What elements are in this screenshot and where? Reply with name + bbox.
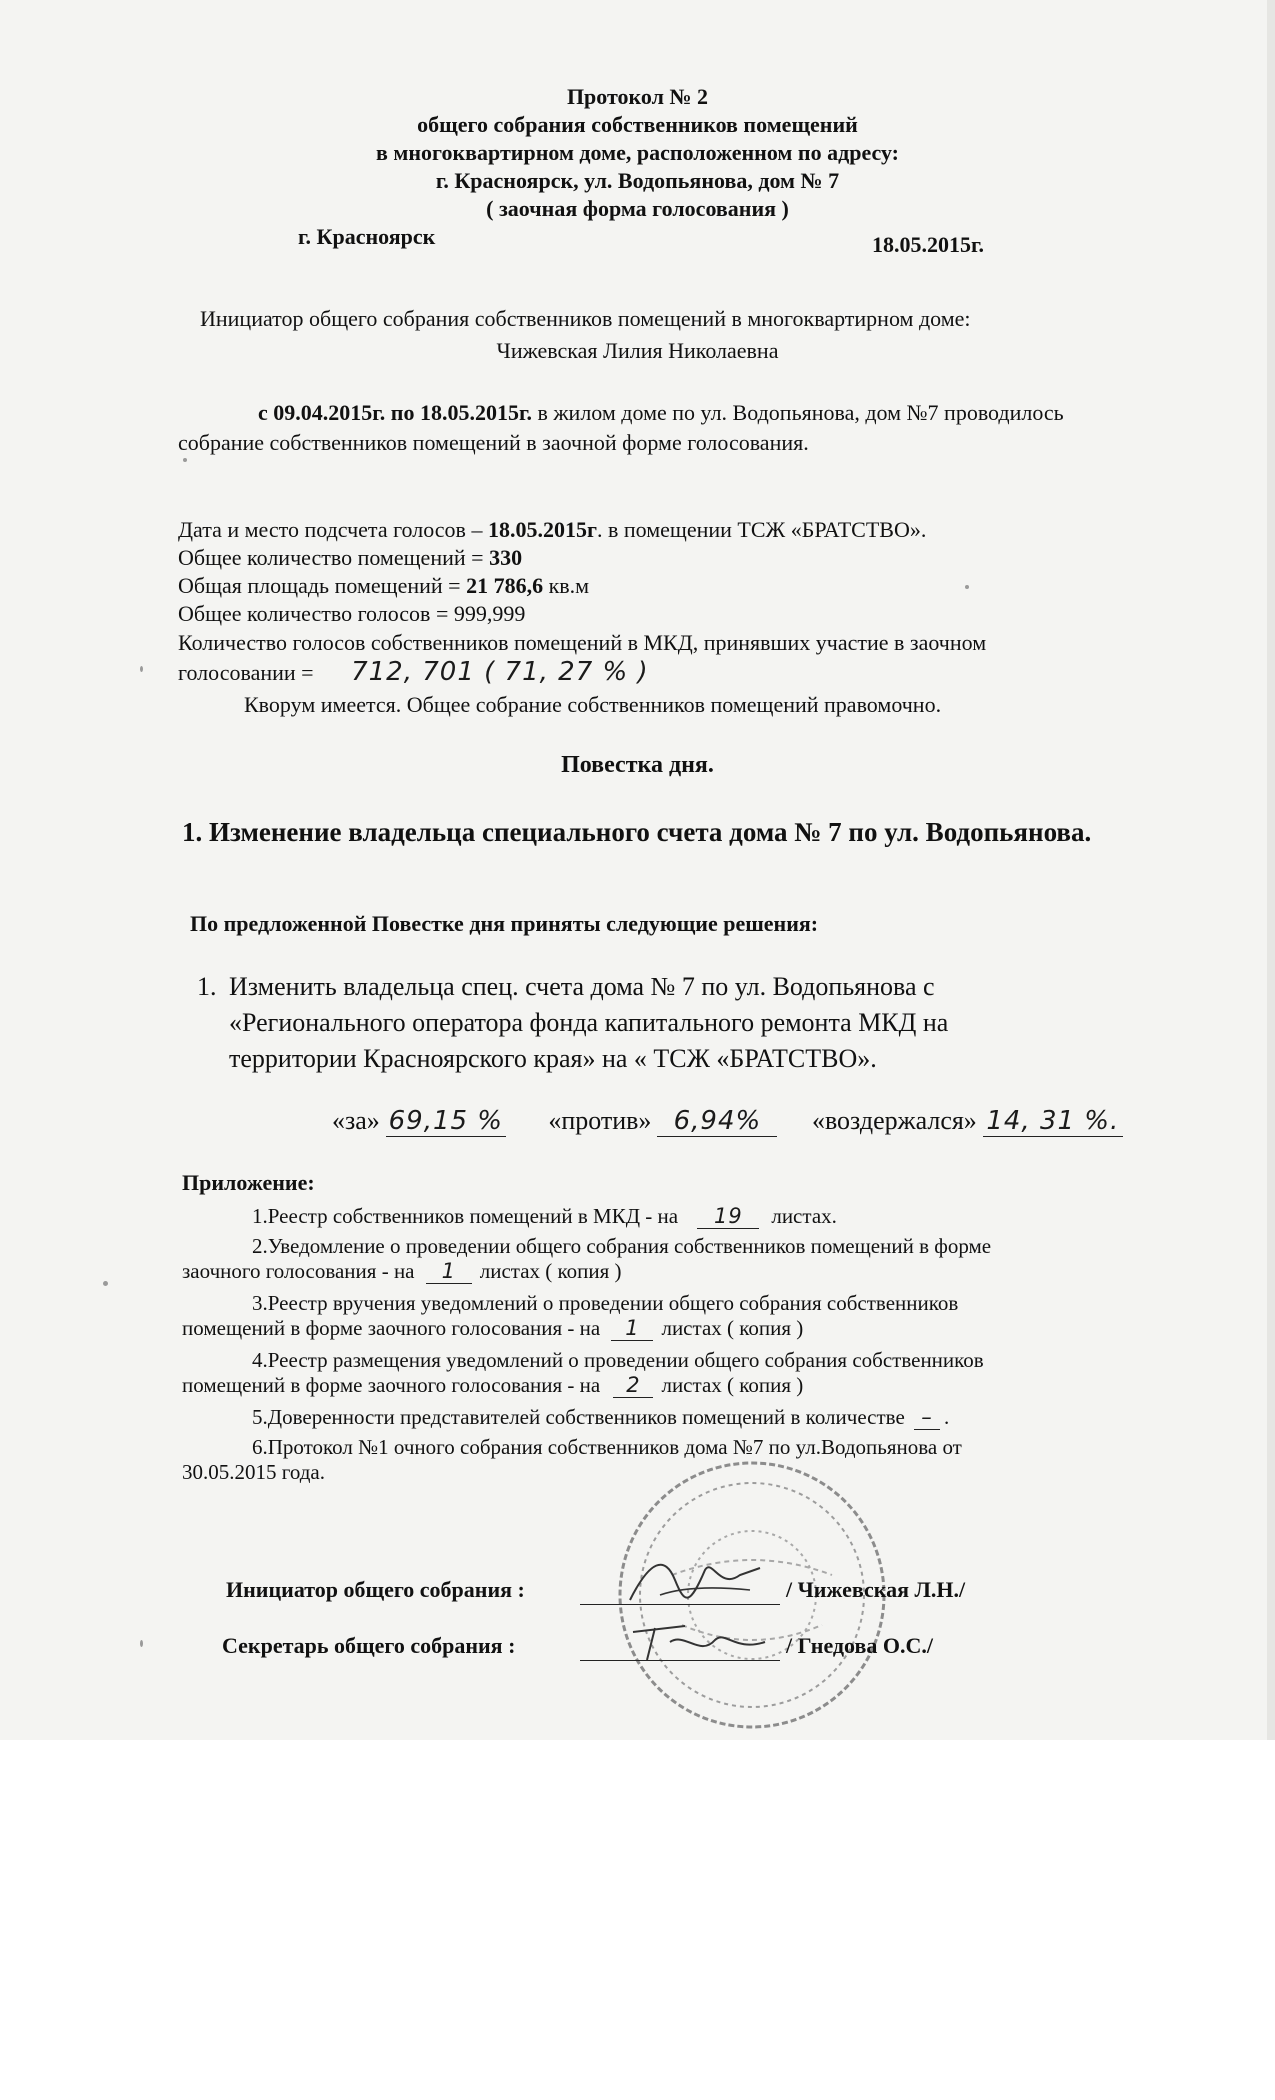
appendix-item-6-line-2: 30.05.2015 года. [182, 1460, 325, 1484]
vote-for-label: «за» [332, 1106, 380, 1135]
protocol-date: 18.05.2015г. [872, 232, 985, 257]
title-line-2: в многоквартирном доме, расположенном по адресу: [375, 140, 899, 165]
initiator-sign-label: Инициатор общего собрания : [226, 1577, 525, 1602]
count-date-line [178, 517, 926, 543]
appendix-item-6-line-1: 6.Протокол №1 очного собрания собственников дома №7 по ул.Водопьянова от [252, 1435, 962, 1459]
vote-for-value: 69,15 % [386, 1106, 506, 1137]
appendix-3-text: помещений в форме заочного голосования - на [182, 1316, 601, 1340]
title-line-1: общего собрания собственников помещений [417, 112, 858, 137]
count-date-label: Дата и место подсчета голосов – [178, 517, 488, 542]
appendix-item-4-line-1: 4.Реестр размещения уведомлений о проведении общего собрания собственников [252, 1348, 984, 1372]
appendix-item-4-line-2 [182, 1373, 803, 1398]
appendix-4-post: листах ( копия ) [661, 1373, 804, 1397]
vote-abstain-label: «воздержался» [811, 1106, 977, 1135]
appendix-item-3-line-1: 3.Реестр вручения уведомлений о проведении общего собрания собственников [252, 1291, 959, 1315]
appendix-4-text: помещений в форме заочного голосования - на [182, 1373, 601, 1397]
vote-abstain-value: 14, 31 %. [983, 1106, 1123, 1137]
secretary-sign-label: Секретарь общего собрания : [222, 1633, 516, 1658]
count-place: . в помещении ТСЖ «БРАТСТВО». [596, 517, 927, 542]
initiator-line: Инициатор общего собрания собственников помещений в многоквартирном доме: [200, 306, 971, 331]
appendix-item-5 [252, 1405, 949, 1430]
rooms-line [178, 545, 522, 571]
period-dates: с 09.04.2015г. по 18.05.2015г. [258, 400, 532, 425]
decision-number: 1. [197, 972, 217, 1001]
votes-total: Общее количество голосов = 999,999 [178, 601, 526, 626]
area-value: 21 786,6 [466, 573, 544, 598]
appendix-1-post: листах. [771, 1204, 837, 1228]
appendix-3-post: листах ( копия ) [661, 1316, 804, 1340]
appendix-title: Приложение: [182, 1170, 315, 1195]
appendix-3-sheets: 1 [611, 1316, 653, 1341]
votes-participated-label: голосовании = [178, 660, 320, 685]
quorum-statement: Кворум имеется. Общее собрание собственников помещений правомочно. [244, 692, 942, 717]
votes-participated-line-2 [178, 657, 649, 687]
decision-line-1: Изменить владельца спец. счета дома № 7 по ул. Водопьянова с [229, 972, 935, 1001]
scan-speck [183, 458, 187, 462]
area-line [178, 573, 589, 599]
decision-line-3: территории Красноярского края» на « ТСЖ «БРАТСТВО». [229, 1044, 877, 1073]
scan-speck [140, 1640, 143, 1647]
scan-speck [965, 585, 969, 589]
appendix-5-post: . [944, 1405, 950, 1429]
address-line: г. Красноярск, ул. Водопьянова, дом № 7 [435, 168, 840, 193]
area-unit: кв.м [543, 573, 590, 598]
initiator-signature [620, 1550, 770, 1610]
area-label: Общая площадь помещений = [178, 573, 467, 598]
vote-against-value: 6,94% [657, 1106, 777, 1137]
votes-participated-handwritten: 712, 701 ( 71, 27 % ) [351, 657, 649, 687]
appendix-item-3-line-2 [182, 1316, 803, 1341]
sheet-edge [1267, 0, 1275, 1740]
voting-form: ( заочная форма голосования ) [486, 196, 789, 221]
period-text: в жилом доме по ул. Водопьянова, дом №7 проводилось [531, 400, 1064, 425]
agenda-item-1: 1. Изменение владельца специального счета дома № 7 по ул. Водопьянова. [182, 817, 1092, 847]
initiator-name: Чижевская Лилия Николаевна [496, 338, 779, 363]
secretary-signature [625, 1612, 775, 1667]
vote-against-label: «против» [548, 1106, 652, 1135]
protocol-title: Протокол № 2 [566, 84, 709, 109]
appendix-4-sheets: 2 [613, 1373, 653, 1398]
decision-line-2: «Регионального оператора фонда капитального ремонта МКД на [229, 1008, 949, 1037]
appendix-1-text: 1.Реестр собственников помещений в МКД - на [252, 1204, 679, 1228]
appendix-item-2-line-2 [182, 1259, 622, 1284]
period-line-2: собрание собственников помещений в заочной форме голосования. [178, 430, 809, 455]
appendix-item-2-line-1: 2.Уведомление о проведении общего собрания собственников помещений в форме [252, 1234, 992, 1258]
appendix-2-text: заочного голосования - на [182, 1259, 415, 1283]
count-date: 18.05.2015г [487, 517, 597, 542]
appendix-2-sheets: 1 [426, 1259, 472, 1284]
rooms-label: Общее количество помещений = [178, 545, 490, 570]
appendix-5-count: – [914, 1405, 940, 1430]
vote-results [332, 1106, 1123, 1137]
city: г. Красноярск [298, 224, 436, 249]
secretary-sign-name: / Гнедова О.С./ [786, 1633, 933, 1658]
agenda-title: Повестка дня. [561, 752, 714, 778]
appendix-1-sheets: 19 [697, 1204, 759, 1229]
appendix-item-1 [252, 1204, 837, 1229]
scan-speck [103, 1281, 108, 1286]
appendix-5-text: 5.Доверенности представителей собственников помещений в количестве [252, 1405, 905, 1429]
initiator-sign-name: / Чижевская Л.Н./ [786, 1577, 966, 1602]
votes-participated-line-1: Количество голосов собственников помещений в МКД, принявших участие в заочном [178, 630, 987, 655]
voting-period [258, 400, 1064, 426]
rooms-value: 330 [489, 545, 523, 570]
scan-speck [140, 666, 143, 672]
appendix-2-post: листах ( копия ) [479, 1259, 622, 1283]
decisions-intro: По предложенной Повестке дня приняты следующие решения: [190, 911, 819, 936]
